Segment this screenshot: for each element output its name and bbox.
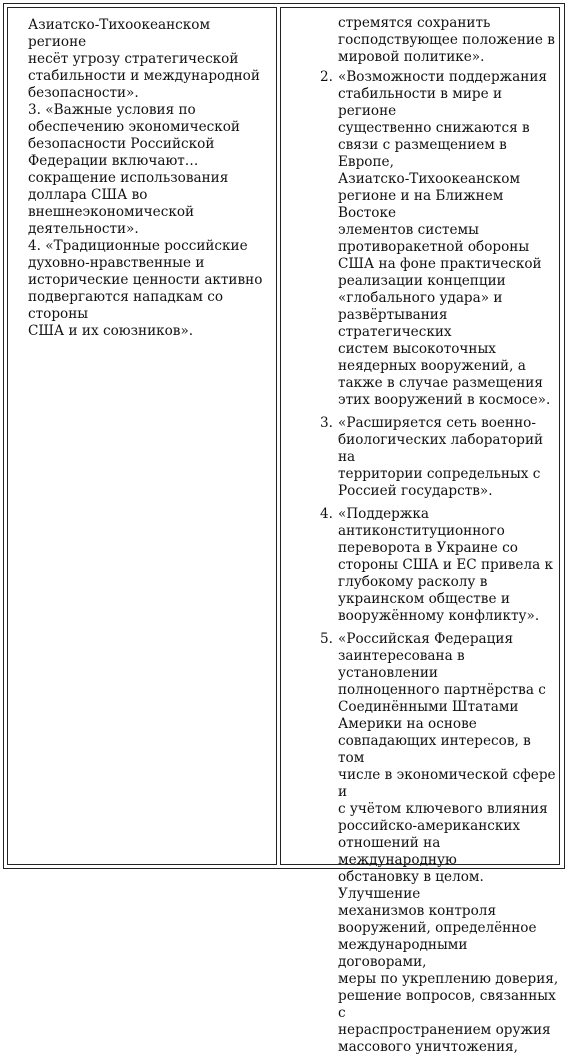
right-continuation-text: стремятся сохранить господствующее положение в мировой политике».	[338, 15, 555, 65]
left-paragraph-2: 3. «Важные условия по обеспечению экономической безопасности Российской Федерации включают… сокращение использования доллара США во внешнеэкономической деятельности».	[28, 102, 240, 237]
list-item-3	[281, 415, 559, 500]
list-item-5	[281, 631, 559, 1056]
left-column	[7, 7, 277, 865]
right-column	[280, 7, 560, 1055]
list-item-text: «Возможности поддержания стабильности в мире и регионе существенно снижаются в связи с размещением в Европе, Азиатско-Тихоокеанском регионе и на Ближнем Востоке элементов системы противоракетной обороны США на фоне практической реализации концепции «глобального удара» и развёртывания стратегических систем высокоточных неядерных вооружений, а также в случае размещения этих вооружений в космосе».	[338, 69, 551, 408]
list-item-number: 2.	[320, 69, 333, 85]
document-table	[3, 3, 565, 1055]
list-item-text: «Поддержка антиконституционного переворота в Украине со стороны США и ЕС привела к глубокому расколу в украинском обществе и вооружённому конфликту».	[338, 506, 554, 624]
list-item-4	[281, 506, 559, 625]
list-item-number: 5.	[320, 631, 333, 647]
left-paragraph-1: Азиатско-Тихоокеанском регионе несёт угрозу стратегической стабильности и международной безопасности».	[28, 17, 260, 101]
left-paragraph-3: 4. «Традиционные российские духовно-нравственные и исторические ценности активно подвергаются нападкам со стороны США и их союзников».	[28, 238, 263, 339]
right-content	[281, 8, 559, 1056]
list-item-number: 4.	[320, 506, 333, 522]
list-item-2	[281, 69, 559, 409]
list-item-text: «Российская Федерация заинтересована в установлении полноценного партнёрства с Соединёнными Штатами Америки на основе совпадающих интересов, в том числе в экономической сфере и с учётом ключевого влияния российско-американских отношений на международную обстановку в целом. Улучшение механизмов контроля вооружений, определённое международными договорами, меры по укреплению доверия, решение вопросов, связанных с нераспространением оружия массового уничтожения,	[338, 631, 559, 1055]
list-item-number: 3.	[320, 415, 333, 431]
list-item-text: «Расширяется сеть военно- биологических лабораторий на территории сопредельных с Россией государств».	[338, 415, 544, 499]
